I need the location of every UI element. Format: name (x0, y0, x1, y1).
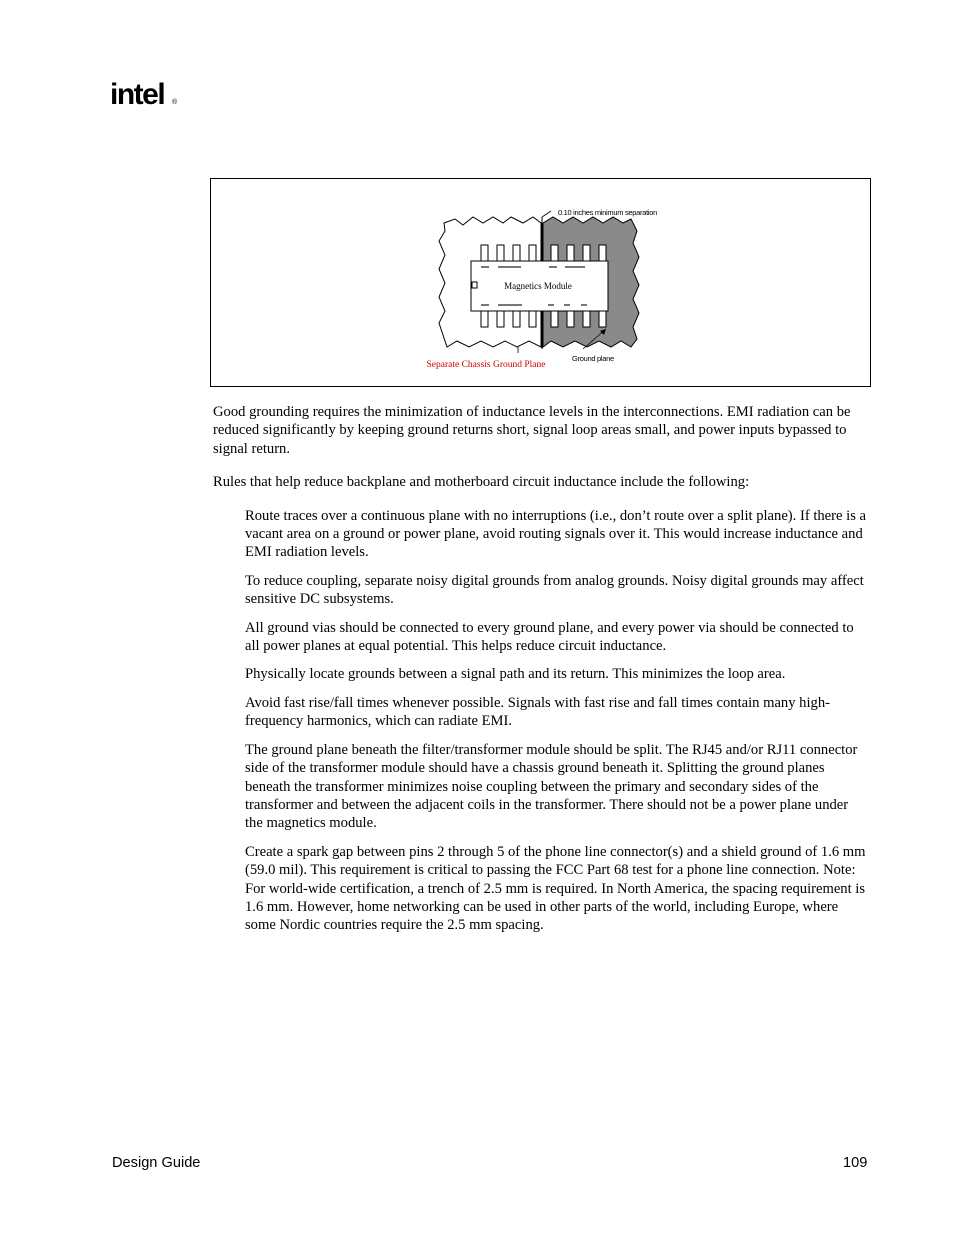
rule-item: Create a spark gap between pins 2 through 5 of the phone line connector(s) and a shield ground of 1.6 mm (59.0 mil). This requirement is critical to passing the FCC Part 68 test for a phone line connection. Note: For world-wide certification, a trench of 2.5 mm is required. In North America, the spacing requirement is 1.6 mm. However, home networking can be used in other parts of the world, including Europe, where some Nordic countries require the 2.5 mm spacing. (245, 843, 866, 934)
paragraph-grounding: Good grounding requires the minimization of inductance levels in the interconnections. EMI radiation can be reduced significantly by keeping ground returns short, signal loop areas small, and power inputs bypassed to signal return. (213, 404, 851, 457)
footer-page-number: 109 (843, 1155, 868, 1171)
ground-plane-label: Ground plane (572, 354, 614, 363)
separation-label: 0.10 inches minimum separation (558, 208, 657, 217)
logo-registered-mark: ® (172, 99, 178, 106)
rule-item: Avoid fast rise/fall times whenever possible. Signals with fast rise and fall times contain many high-frequency harmonics, which can radiate EMI. (245, 694, 830, 730)
rule-item: To reduce coupling, separate noisy digital grounds from analog grounds. Noisy digital grounds may affect sensitive DC subsystems. (245, 572, 864, 608)
paragraph-rules-intro: Rules that help reduce backplane and motherboard circuit inductance include the following: (213, 474, 750, 491)
logo-wordmark: intel (110, 78, 165, 111)
footer-doc-title: Design Guide (112, 1155, 201, 1171)
intel-logo (110, 76, 180, 119)
chassis-ground-label: Separate Chassis Ground Plane (426, 360, 546, 370)
rule-item: The ground plane beneath the filter/transformer module should be split. The RJ45 and/or RJ11 connector side of the transformer module should have a chassis ground beneath it. Splitting the ground planes beneath the transformer minimizes noise coupling between the primary and secondary sides of the transformer and between the adjacent coils in the transformer. There should not be a power plane under the magnetics module. (245, 741, 858, 832)
separation-leader (542, 211, 551, 217)
rule-item: Route traces over a continuous plane with no interruptions (i.e., don’t route over a split plane). If there is a vacant area on a ground or power plane, avoid routing signals over it. This would increase inductance and EMI radiation levels. (245, 507, 867, 561)
body-text (213, 403, 868, 945)
rules-list (213, 507, 868, 935)
rule-item: Physically locate grounds between a signal path and its return. This minimizes the loop area. (245, 666, 786, 683)
rule-item: All ground vias should be connected to every ground plane, and every power via should be connected to all power planes at equal potential. This helps reduce circuit inductance. (245, 619, 854, 655)
module-label: Magnetics Module (504, 281, 572, 291)
figure-ground-plane-diagram (210, 178, 871, 387)
